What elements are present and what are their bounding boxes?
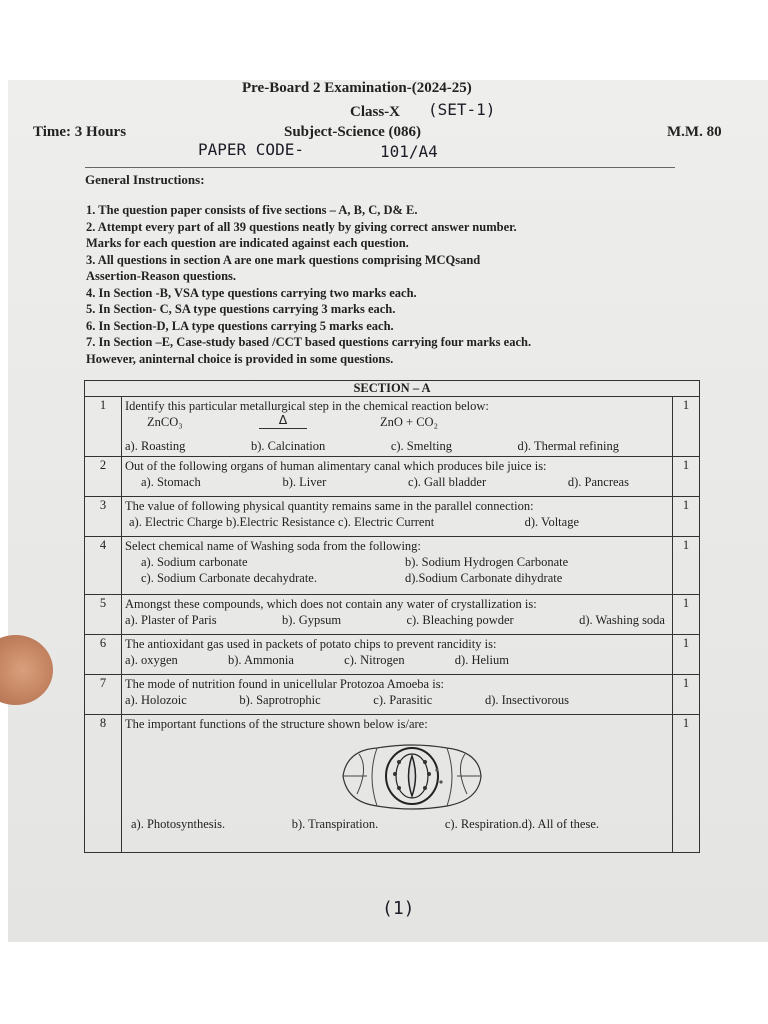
header-divider: [85, 167, 675, 168]
instruction-line: 7. In Section –E, Case-study based /CCT based questions carrying four marks each.: [86, 335, 532, 349]
question-text: Identify this particular metallurgical step in the chemical reaction below:: [125, 399, 489, 413]
question-cell: [122, 397, 673, 457]
reactant: ZnCO₃: [147, 415, 183, 429]
option: b). Saprotrophic: [239, 693, 321, 707]
option: c). Bleaching powder: [406, 613, 514, 627]
question-text: Amongst these compounds, which does not contain any water of crystallization is:: [125, 597, 537, 611]
paper-code-label: PAPER CODE-: [198, 140, 304, 159]
question-number: 7: [85, 675, 122, 715]
option: a). Plaster of Paris: [125, 613, 217, 627]
table-row: [85, 635, 700, 675]
option: c). Sodium Carbonate decahydrate.: [141, 571, 317, 585]
instruction-line: 4. In Section -B, VSA type questions carrying two marks each.: [86, 285, 417, 300]
instruction-line: 3. All questions in section A are one mark questions comprising MCQsand: [86, 252, 481, 267]
option: b). Sodium Hydrogen Carbonate: [405, 555, 569, 569]
subject-label: Subject-Science (086): [284, 124, 422, 140]
question-cell: [122, 675, 673, 715]
instruction-line: 1. The question paper consists of five sections – A, B, C, D& E.: [86, 203, 418, 217]
options: [125, 692, 669, 708]
set-handwritten: (SET-1): [428, 100, 496, 119]
question-number: 2: [85, 457, 122, 497]
question-cell: [122, 497, 673, 537]
options: [125, 652, 669, 668]
table-row: [85, 457, 700, 497]
question-mark: 1: [673, 497, 700, 537]
option: b). Transpiration.: [291, 817, 379, 831]
option: b). Gypsum: [282, 613, 342, 627]
table-row: [85, 497, 700, 537]
options: [125, 438, 669, 454]
options: [125, 554, 669, 586]
table-row: [85, 595, 700, 635]
option: c). Respiration.d). All of these.: [444, 817, 599, 831]
thumb: [0, 635, 53, 705]
options: [125, 514, 669, 530]
option: d). Voltage: [524, 515, 579, 529]
question-number: 5: [85, 595, 122, 635]
table-row: [85, 715, 700, 853]
question-text: Select chemical name of Washing soda from the following:: [125, 539, 421, 553]
question-text: The antioxidant gas used in packets of potato chips to prevent rancidity is:: [125, 637, 497, 651]
option: d). Pancreas: [567, 475, 629, 489]
question-text: Out of the following organs of human alimentary canal which produces bile juice is:: [125, 459, 547, 473]
option: d). Helium: [454, 653, 509, 667]
paper-code-value: 101/A4: [380, 142, 438, 161]
question-number: 4: [85, 537, 122, 595]
option: a). Sodium carbonate: [141, 555, 248, 569]
question-mark: 1: [673, 397, 700, 457]
option: a). Electric Charge b).Electric Resistance c). Electric Current: [129, 515, 435, 529]
figure-area: [125, 732, 669, 816]
option: a). Photosynthesis.: [131, 817, 226, 831]
question-mark: 1: [673, 635, 700, 675]
option: b). Liver: [282, 475, 327, 489]
option: d).Sodium Carbonate dihydrate: [405, 571, 563, 585]
instruction-line: However, aninternal choice is provided in some questions.: [86, 351, 394, 366]
option: b). Ammonia: [227, 653, 294, 667]
instructions-title: General Instructions:: [85, 172, 205, 187]
delta-arrow: Δ: [259, 412, 307, 429]
option: d). Washing soda: [579, 613, 665, 627]
time-label: Time: 3 Hours: [33, 124, 127, 140]
instruction-line: 2. Attempt every part of all 39 questions neatly by giving correct answer number.: [86, 219, 517, 234]
question-mark: 1: [673, 675, 700, 715]
question-mark: 1: [673, 595, 700, 635]
question-mark: 1: [673, 537, 700, 595]
question-cell: [122, 715, 673, 853]
options: [125, 612, 669, 628]
option: c). Smelting: [390, 439, 452, 453]
option: a). Roasting: [125, 439, 186, 453]
question-number: 1: [85, 397, 122, 457]
table-row: [85, 537, 700, 595]
question-mark: 1: [673, 715, 700, 853]
option: c). Gall bladder: [408, 475, 487, 489]
question-mark: 1: [673, 457, 700, 497]
section-title: SECTION – A: [85, 381, 700, 397]
instruction-line: 6. In Section-D, LA type questions carrying 5 marks each.: [86, 318, 394, 333]
reaction: [125, 414, 669, 438]
instruction-line: Marks for each question are indicated against each question.: [86, 236, 409, 250]
exam-title: Pre-Board 2 Examination-(2024-25): [242, 80, 472, 96]
option: a). Holozoic: [125, 693, 187, 707]
class-label: Class-X: [350, 104, 401, 120]
instruction-line: Assertion-Reason questions.: [86, 269, 237, 283]
question-cell: [122, 457, 673, 497]
option: d). Thermal refining: [517, 439, 619, 453]
table-row: [85, 675, 700, 715]
max-marks: M.M. 80: [667, 124, 722, 140]
question-cell: [122, 635, 673, 675]
question-cell: [122, 537, 673, 595]
question-text: The value of following physical quantity remains same in the parallel connection:: [125, 499, 534, 513]
option: a). oxygen: [125, 653, 178, 667]
stomata-diagram: [337, 740, 487, 812]
option: c). Parasitic: [373, 693, 433, 707]
section-row: [85, 381, 700, 397]
instructions-list: [86, 202, 531, 367]
question-text: The mode of nutrition found in unicellular Protozoa Amoeba is:: [125, 677, 445, 691]
table-row: [85, 397, 700, 457]
question-text: The important functions of the structure shown below is/are:: [125, 717, 428, 731]
options: [125, 474, 669, 490]
question-cell: [122, 595, 673, 635]
instruction-line: 5. In Section- C, SA type questions carrying 3 marks each.: [86, 302, 396, 316]
option: c). Nitrogen: [344, 653, 405, 667]
option: b). Calcination: [250, 439, 326, 453]
product: ZnO + CO₂: [380, 415, 438, 429]
option: d). Insectivorous: [484, 693, 569, 707]
options: [125, 816, 669, 832]
questions-table: [84, 380, 700, 853]
page-number: (1): [382, 898, 415, 919]
question-number: 8: [85, 715, 122, 853]
option: a). Stomach: [141, 475, 201, 489]
question-number: 3: [85, 497, 122, 537]
question-number: 6: [85, 635, 122, 675]
